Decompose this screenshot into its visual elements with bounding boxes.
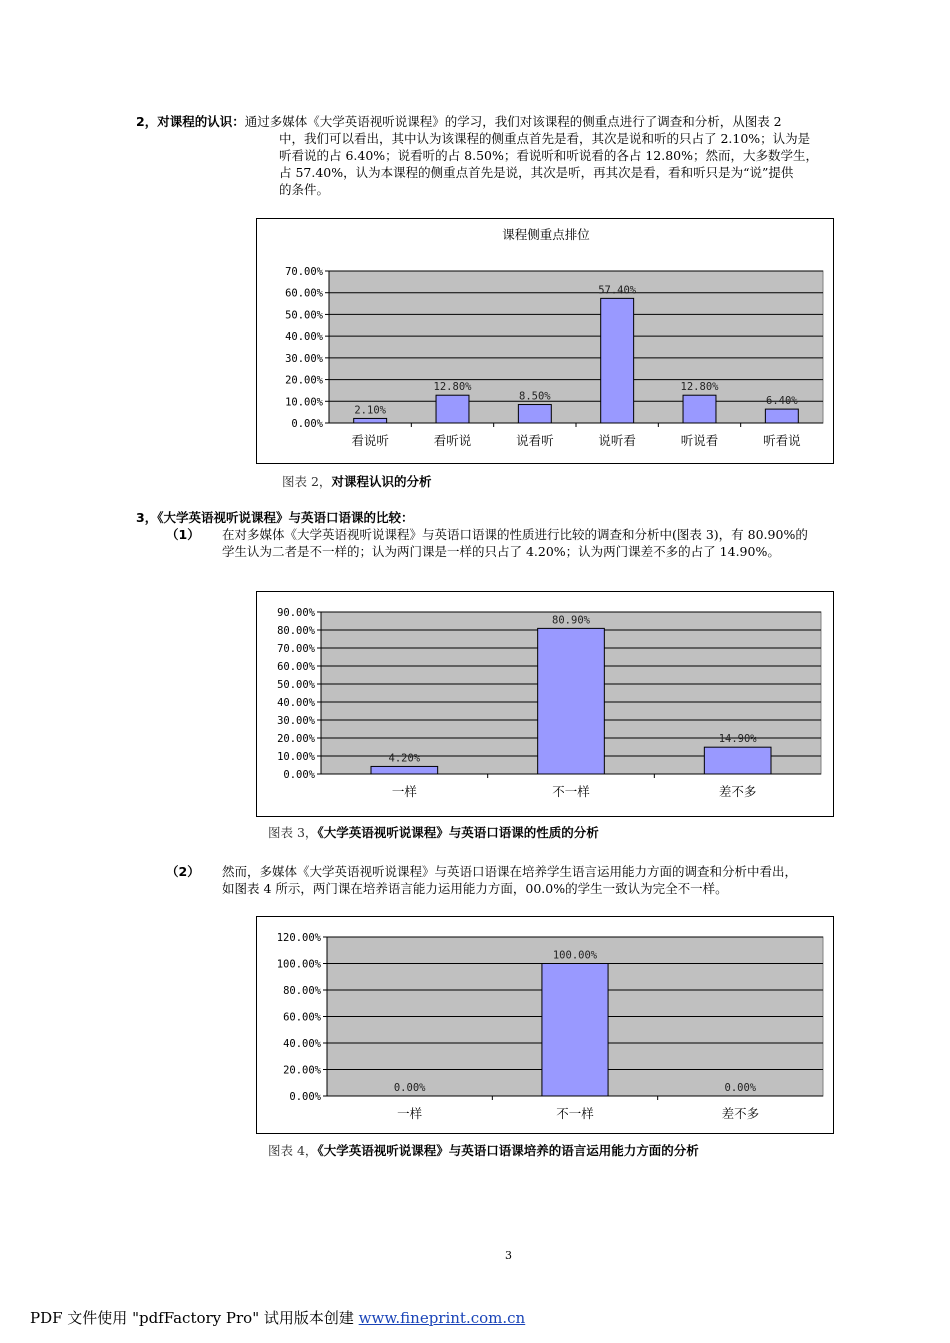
y-tick-label: 40.00% — [285, 331, 323, 344]
x-tick-label: 说看听 — [516, 433, 554, 448]
bar — [601, 298, 634, 423]
section2-line1: 通过多媒体《大学英语视听说课程》的学习，我们对该课程的侧重点进行了调查和分析，从图表 2 — [244, 114, 782, 129]
section2-line: 占 57.40%，认为本课程的侧重点首先是说，其次是听，再其次是看，看和听只是为“说”提供 — [279, 165, 794, 180]
x-tick-label: 说听看 — [598, 433, 636, 448]
y-tick-label: 20.00% — [285, 374, 323, 387]
y-tick-label: 60.00% — [283, 1011, 321, 1024]
y-tick-label: 0.00% — [283, 769, 315, 781]
caption-prefix: 图表 3， — [268, 825, 318, 840]
bar — [371, 766, 438, 774]
item2-marker: （2） — [166, 864, 200, 879]
bar — [354, 418, 387, 423]
y-tick-label: 50.00% — [285, 309, 323, 322]
item1-marker: （1） — [166, 527, 200, 542]
data-label: 57.40% — [598, 284, 637, 297]
x-tick-label: 差不多 — [718, 784, 757, 799]
section3-heading: 3，《大学英语视听说课程》与英语口语课的比较： — [136, 510, 414, 525]
section2-line: 听看说的占 6.40%；说看听的占 8.50%；看说听和听说看的各占 12.80%；然而，大多数学生， — [279, 148, 819, 163]
bar — [683, 395, 716, 423]
item1-line: 在对多媒体《大学英语视听说课程》与英语口语课的性质进行比较的调查和分析中(图表 3)，有 80.90%的 — [222, 527, 808, 542]
y-tick-label: 70.00% — [285, 266, 323, 278]
x-tick-label: 差不多 — [721, 1106, 760, 1121]
chart-title: 课程侧重点排位 — [502, 227, 590, 242]
item2-line: 如图表 4 所示，两门课在培养语言能力运用能力方面，00.0%的学生一致认为完全不一样。 — [222, 881, 728, 896]
y-tick-label: 40.00% — [283, 1038, 321, 1050]
caption-text: 对课程认识的分析 — [331, 474, 432, 489]
bar — [704, 747, 771, 774]
y-tick-label: 40.00% — [277, 697, 315, 709]
chart-course-nature — [256, 591, 834, 817]
y-tick-label: 60.00% — [285, 287, 323, 300]
data-label: 2.10% — [354, 404, 386, 417]
caption-prefix: 图表 4， — [268, 1143, 318, 1158]
x-tick-label: 看说听 — [351, 433, 389, 448]
caption-chart-3 — [268, 823, 599, 841]
footer — [30, 1307, 525, 1328]
y-tick-label: 20.00% — [277, 733, 315, 745]
y-tick-label: 80.00% — [283, 985, 321, 997]
x-tick-label: 听说看 — [680, 433, 719, 448]
y-tick-label: 20.00% — [283, 1064, 321, 1077]
data-label: 6.40% — [766, 395, 798, 408]
caption-text: 《大学英语视听说课程》与英语口语课的性质的分析 — [317, 825, 599, 840]
y-tick-label: 10.00% — [285, 396, 323, 409]
chart-course-focus-svg — [257, 219, 833, 463]
chart-language-ability — [256, 916, 834, 1134]
chart-course-focus — [256, 218, 834, 464]
caption-prefix: 图表 2， — [282, 474, 332, 489]
x-tick-label: 不一样 — [556, 1106, 594, 1121]
footer-text: PDF 文件使用 "pdfFactory Pro" 试用版本创建 — [30, 1309, 359, 1327]
item1-line: 学生认为二者是不一样的；认为两门课是一样的只占了 4.20%；认为两门课差不多的占了 14.90%。 — [222, 544, 780, 559]
section2-heading-text: 2，对课程的认识： — [136, 114, 245, 129]
item2-line: 然而，多媒体《大学英语视听说课程》与英语口语课在培养学生语言运用能力方面的调查和分析中看出， — [222, 864, 798, 879]
y-tick-label: 70.00% — [277, 643, 315, 655]
chart-course-nature-svg — [257, 592, 833, 816]
x-tick-label: 一样 — [391, 784, 417, 799]
y-tick-label: 0.00% — [291, 418, 323, 430]
y-tick-label: 120.00% — [276, 932, 321, 944]
caption-chart-4 — [268, 1141, 699, 1159]
data-label: 14.90% — [718, 733, 757, 746]
section2-heading — [136, 113, 782, 130]
section2-body — [279, 130, 889, 198]
x-tick-label: 看听说 — [433, 433, 472, 448]
bar — [542, 964, 608, 1097]
footer-link[interactable]: www.fineprint.com.cn — [358, 1309, 526, 1327]
bar — [538, 628, 605, 774]
y-tick-label: 100.00% — [276, 958, 321, 971]
y-tick-label: 50.00% — [277, 679, 315, 691]
y-tick-label: 90.00% — [277, 607, 315, 619]
x-tick-label: 一样 — [397, 1106, 423, 1121]
data-label: 0.00% — [393, 1082, 426, 1094]
data-label: 0.00% — [724, 1082, 757, 1094]
data-label: 4.20% — [388, 752, 421, 765]
section2-line: 中，我们可以看出，其中认为该课程的侧重点首先是看，其次是说和听的只占了 2.10%；认为是 — [279, 131, 811, 146]
chart-language-ability-svg — [257, 917, 833, 1133]
y-tick-label: 0.00% — [289, 1091, 321, 1103]
data-label: 100.00% — [552, 949, 598, 962]
y-tick-label: 30.00% — [285, 352, 323, 365]
y-tick-label: 10.00% — [277, 751, 315, 763]
data-label: 8.50% — [519, 390, 551, 403]
caption-chart-2 — [282, 472, 431, 490]
item2-body — [222, 863, 892, 897]
item1-body — [222, 526, 892, 560]
data-label: 12.80% — [680, 381, 719, 394]
bar — [436, 395, 469, 423]
bar — [518, 405, 551, 423]
caption-text: 《大学英语视听说课程》与英语口语课培养的语言运用能力方面的分析 — [317, 1143, 699, 1158]
y-tick-label: 60.00% — [277, 661, 315, 673]
x-tick-label: 不一样 — [552, 784, 590, 799]
y-tick-label: 30.00% — [277, 715, 315, 727]
bar — [765, 409, 798, 423]
data-label: 80.90% — [552, 614, 590, 627]
y-tick-label: 80.00% — [277, 625, 315, 637]
x-tick-label: 听看说 — [763, 433, 801, 448]
plot-area — [329, 271, 823, 423]
page-number: 3 — [505, 1249, 512, 1262]
section2-line: 的条件。 — [279, 182, 330, 197]
data-label: 12.80% — [433, 381, 472, 394]
